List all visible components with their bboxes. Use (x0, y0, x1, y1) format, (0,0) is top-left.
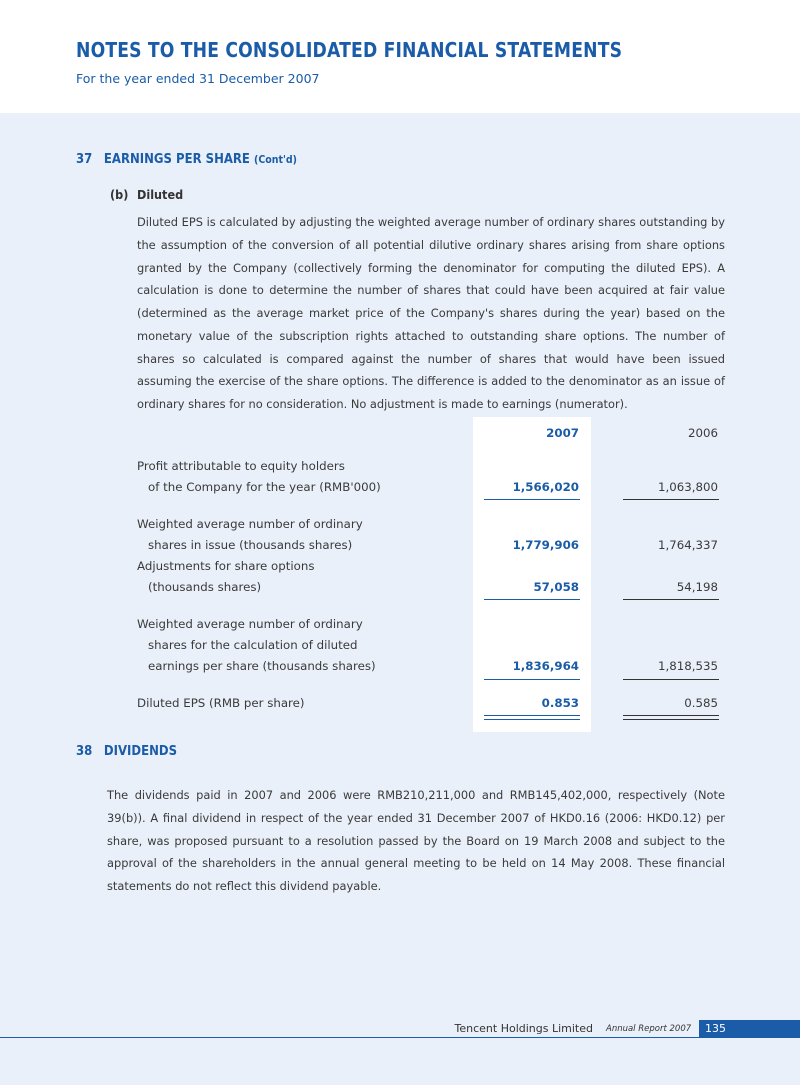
diluted-eps-2007-double-underline-bottom (484, 719, 580, 720)
diluted-eps-2006-double-underline-top (623, 715, 719, 716)
subsection-b-title: Diluted (137, 187, 184, 202)
page-subtitle: For the year ended 31 December 2007 (76, 71, 320, 86)
weighted-diluted-2007-underline (484, 679, 580, 680)
section-38-heading (76, 744, 177, 759)
diluted-eps-label: Diluted EPS (RMB per share) (137, 696, 305, 710)
profit-label-line2: of the Company for the year (RMB'000) (148, 480, 381, 494)
col-header-2007: 2007 (546, 426, 579, 440)
profit-2007-value: 1,566,020 (512, 480, 579, 494)
diluted-eps-2006-value: 0.585 (684, 696, 718, 710)
page-title: NOTES TO THE CONSOLIDATED FINANCIAL STATEMENTS (76, 38, 623, 62)
adjustments-label-line2: (thousands shares) (148, 580, 262, 594)
weighted-diluted-2007-value: 1,836,964 (512, 659, 579, 673)
page-footer (0, 1020, 800, 1038)
weighted-diluted-label-line3: earnings per share (thousands shares) (148, 659, 376, 673)
section-38-title: DIVIDENDS (103, 744, 178, 759)
weighted-diluted-2006-value: 1,818,535 (657, 659, 718, 673)
section-37-title: EARNINGS PER SHARE (103, 152, 250, 167)
weighted-diluted-2006-underline (623, 679, 719, 680)
subsection-b-heading (110, 187, 183, 202)
section-37-heading (76, 152, 297, 167)
weighted-diluted-label-line1: Weighted average number of ordinary (137, 617, 363, 631)
profit-2006-underline (623, 499, 719, 500)
footer-company-name: Tencent Holdings Limited (454, 1022, 593, 1035)
profit-2006-value: 1,063,800 (657, 480, 718, 494)
adjustments-2006-underline (623, 599, 719, 600)
adjustments-label-line1: Adjustments for share options (137, 559, 315, 573)
diluted-eps-2006-double-underline-bottom (623, 719, 719, 720)
section-38-number: 38 (76, 744, 93, 759)
subsection-b-letter: (b) (110, 187, 129, 202)
profit-2007-underline (484, 499, 580, 500)
page-header (0, 0, 800, 113)
adjustments-2007-underline (484, 599, 580, 600)
section-37-cont: (Cont'd) (254, 154, 297, 166)
footer-rule (0, 1037, 800, 1038)
diluted-eps-2007-double-underline-top (484, 715, 580, 716)
weighted-average-label-line2: shares in issue (thousands shares) (148, 538, 353, 552)
page-number: 135 (699, 1020, 800, 1038)
weighted-average-2007-value: 1,779,906 (512, 538, 579, 552)
adjustments-2007-value: 57,058 (533, 580, 579, 594)
column-2007-highlight (473, 417, 591, 732)
dividends-paragraph: The dividends paid in 2007 and 2006 were RMB210,211,000 and RMB145,402,000, respectively (Note 39(b)). A final dividend in respect of the year ended 31 December 2007 of HKD0.16 (2006: HKD0.12) per share, was proposed pursuant to a resolution passed by the Board on 19 March 2008 and subject to the approval of the shareholders in the annual general meeting to be held on 14 May 2008. These financial statements do not reflect this dividend payable. (107, 788, 725, 893)
footer-report-name: Annual Report 2007 (606, 1024, 692, 1034)
adjustments-2006-value: 54,198 (676, 580, 718, 594)
section-37-number: 37 (76, 152, 93, 167)
diluted-eps-paragraph: Diluted EPS is calculated by adjusting the weighted average number of ordinary shares outstanding by the assumption of the conversion of all potential dilutive ordinary shares arising from share options granted by the Company (collectively forming the denominator for computing the diluted EPS). A calculation is done to determine the number of shares that could have been acquired at fair value (determined as the average market price of the Company's shares during the year) based on the monetary value of the subscription rights attached to outstanding share options. The number of shares so calculated is compared against the number of shares that would have been issued assuming the exercise of the share options. The difference is added to the denominator as an issue of ordinary shares for no consideration. No adjustment is made to earnings (numerator). (137, 215, 725, 411)
diluted-eps-2007-value: 0.853 (541, 696, 579, 710)
col-header-2006: 2006 (687, 426, 718, 440)
profit-label-line1: Profit attributable to equity holders (137, 459, 345, 473)
weighted-average-2006-value: 1,764,337 (657, 538, 718, 552)
weighted-diluted-label-line2: shares for the calculation of diluted (148, 638, 358, 652)
weighted-average-label-line1: Weighted average number of ordinary (137, 517, 363, 531)
